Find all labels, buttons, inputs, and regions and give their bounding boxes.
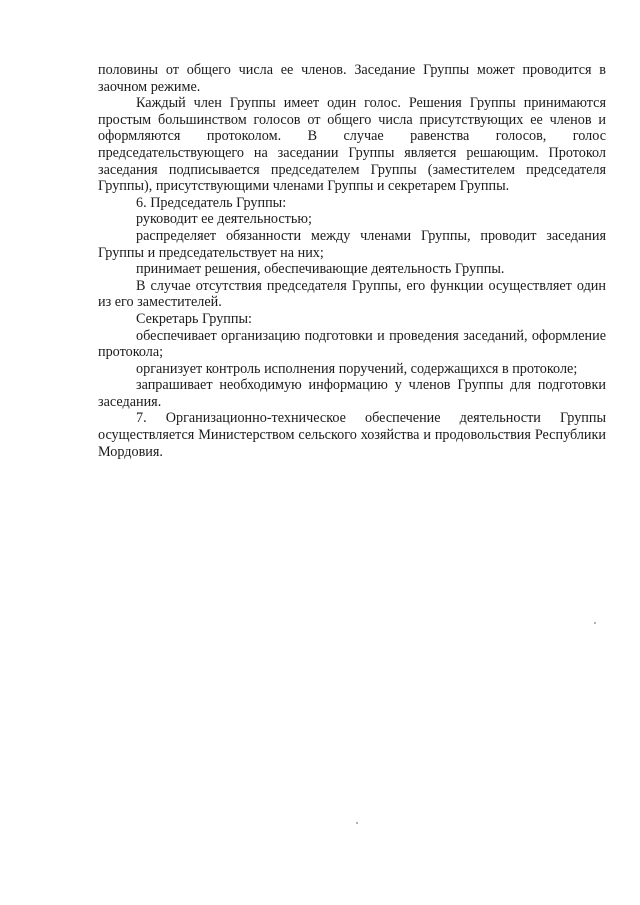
- paragraph-voting: Каждый член Группы имеет один голос. Решения Группы принимаются простым большинством голосов от общего числа присутствующих ее членов и оформляются протоколом. В случае равенства голосов, голос председательствующего на заседании Группы является решающим. Протокол заседания подписывается председателем Группы (заместителем председателя Группы), присутствующими членами Группы и секретарем Группы.: [98, 95, 606, 195]
- chair-duty-lead: руководит ее деятельностью;: [136, 211, 312, 228]
- secretary-duty-request: запрашивает необходимую информацию у членов Группы для подготовки заседания.: [98, 377, 606, 410]
- chair-duty-distribute: распределяет обязанности между членами Группы, проводит заседания Группы и председательствует на них;: [98, 227, 606, 261]
- chair-duty-decide: принимает решения, обеспечивающие деятельность Группы.: [136, 261, 505, 278]
- secretary-duty-organize: обеспечивает организацию подготовки и проведения заседаний, оформление протокола;: [98, 327, 606, 361]
- section-7-paragraph: 7. Организационно-техническое обеспечение деятельности Группы осуществляется Министерством сельского хозяйства и продовольствия Республики Мордовия.: [98, 410, 606, 460]
- secretary-duty-control: организует контроль исполнения поручений, содержащихся в протоколе;: [136, 360, 578, 377]
- scan-speck: [594, 622, 596, 624]
- paragraph-chair-absence: В случае отсутствия председателя Группы, его функции осуществляет один из его заместителей.: [98, 277, 606, 311]
- scan-speck: [356, 822, 358, 824]
- secretary-heading: Секретарь Группы:: [136, 310, 252, 327]
- document-body: [98, 62, 606, 460]
- paragraph-quorum-continuation: половины от общего числа ее членов. Заседание Группы может проводится в заочном режиме.: [98, 62, 606, 95]
- section-6-heading: 6. Председатель Группы:: [136, 194, 287, 211]
